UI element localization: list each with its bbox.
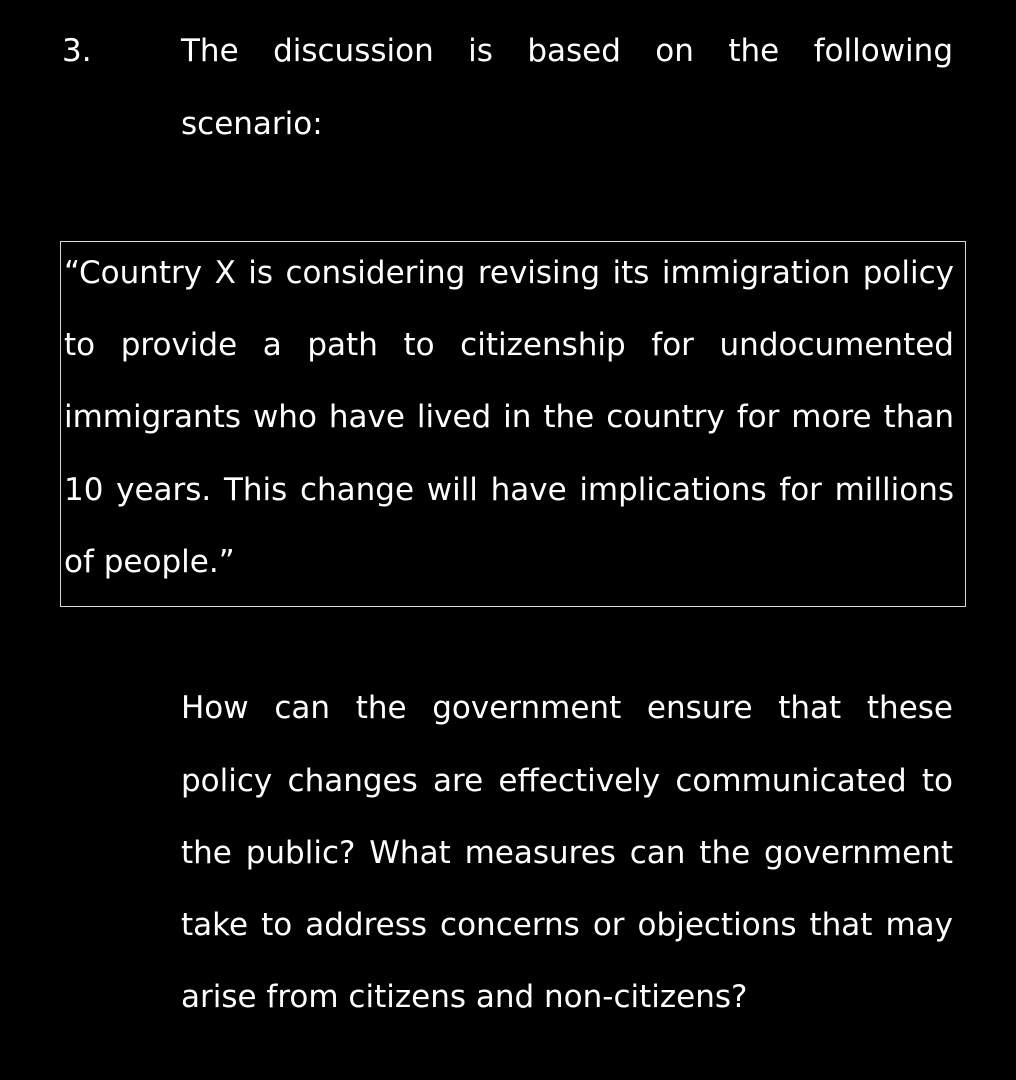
question-prompt-line: policy changes are effectively communicated to xyxy=(181,763,953,799)
scenario-line: of people.” xyxy=(64,544,235,580)
scenario-line: “Country X is considering revising its immigration policy xyxy=(64,255,954,291)
scenario-box xyxy=(60,241,966,607)
question-number: 3. xyxy=(62,33,92,69)
intro-line: The discussion is based on the following xyxy=(181,33,953,69)
intro-line: scenario: xyxy=(181,106,323,142)
scenario-line: to provide a path to citizenship for undocumented xyxy=(64,327,954,363)
question-prompt-line: the public? What measures can the government xyxy=(181,835,953,871)
question-prompt-line: arise from citizens and non-citizens? xyxy=(181,979,748,1015)
question-prompt-line: How can the government ensure that these xyxy=(181,690,953,726)
scenario-line: 10 years. This change will have implications for millions xyxy=(64,472,954,508)
question-prompt-line: take to address concerns or objections that may xyxy=(181,907,953,943)
scenario-line: immigrants who have lived in the country for more than xyxy=(64,399,954,435)
